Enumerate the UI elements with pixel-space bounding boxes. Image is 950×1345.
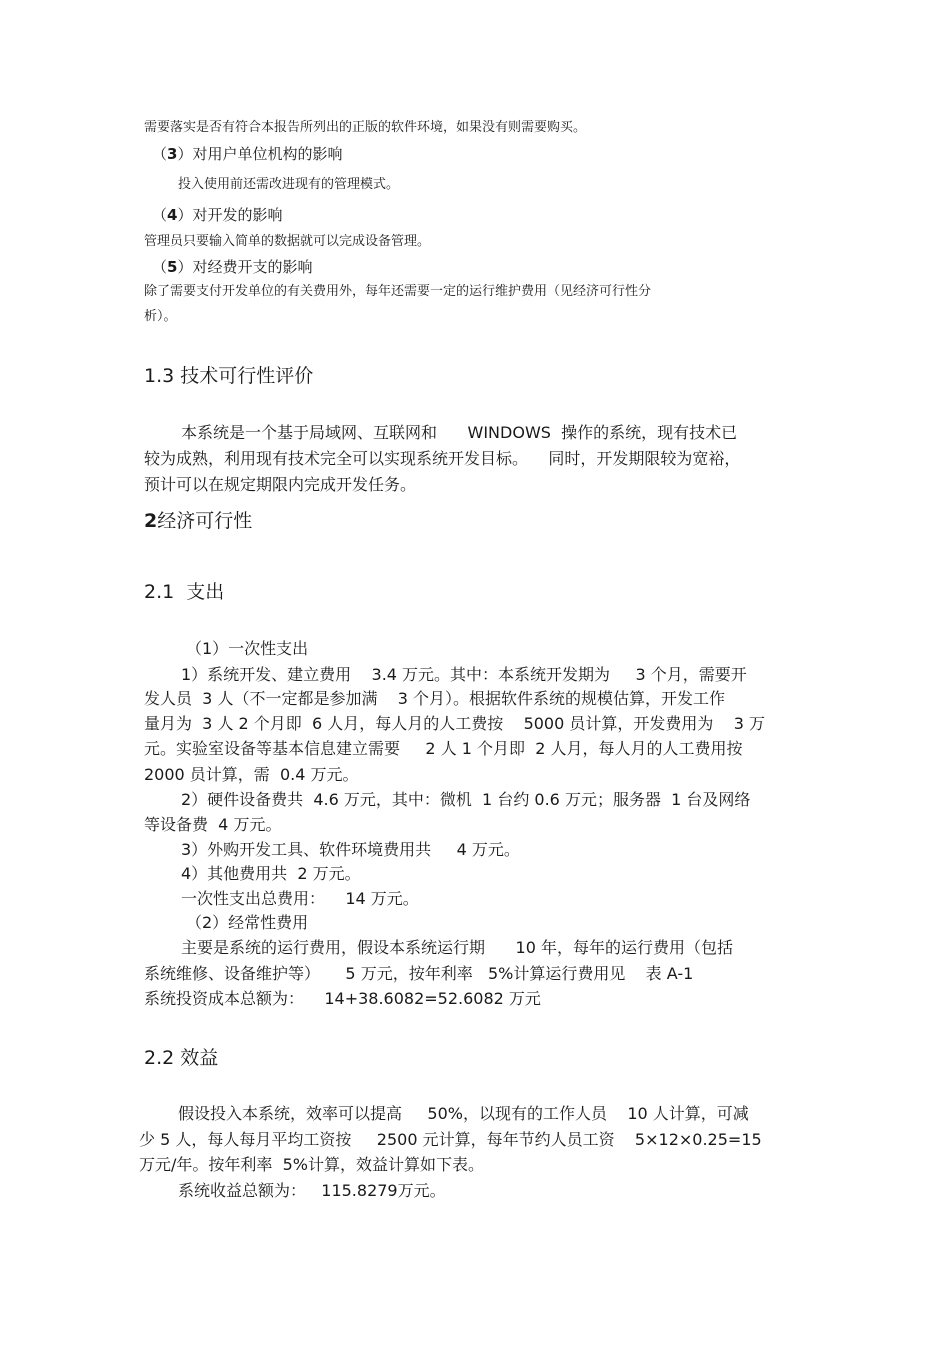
- item-3-title: 对用户单位机构的影响: [192, 145, 343, 163]
- section-2-1-line: 等设备费 4 万元。: [144, 815, 282, 834]
- item-4-body: 管理员只要输入简单的数据就可以完成设备管理。: [144, 234, 431, 249]
- section-1-3-paragraph-line: 预计可以在规定期限内完成开发任务。: [144, 475, 417, 494]
- section-2-2-line: 假设投入本系统，效率可以提高 50%，以现有的工作人员 10 人计算，可减: [178, 1104, 749, 1123]
- section-2-1-subheading: （2）经常性费用: [186, 913, 309, 932]
- item-4-number: 4: [167, 206, 178, 224]
- section-2-2-line: 少 5 人，每人每月平均工资按 2500 元计算，每年节约人员工资 5×12×0.25=15: [139, 1130, 762, 1149]
- item-5-body-line: 除了需要支付开发单位的有关费用外，每年还需要一定的运行维护费用（见经济可行性分: [144, 284, 652, 299]
- item-5-title: 对经费开支的影响: [192, 258, 313, 276]
- section-2-1-line: 3）外购开发工具、软件环境费用共 4 万元。: [181, 840, 520, 859]
- section-2-1-line: 一次性支出总费用： 14 万元。: [181, 889, 419, 908]
- section-2-1-line: 量月为 3 人 2 个月即 6 人月，每人月的人工费按 5000 员计算，开发费用为 3 万: [144, 714, 765, 733]
- section-2-1-line: 发人员 3 人（不一定都是参加满 3 个月）。根据软件系统的规模估算，开发工作: [144, 689, 726, 708]
- item-4-title: 对开发的影响: [192, 206, 283, 224]
- item-5-number: 5: [167, 258, 178, 276]
- section-2-number: 2: [144, 510, 158, 532]
- item-3-number: 3: [167, 145, 178, 163]
- section-2-title: 经济可行性: [157, 510, 253, 532]
- section-2-1-subheading: （1）一次性支出: [186, 639, 309, 658]
- section-2-1-line: 4）其他费用共 2 万元。: [181, 864, 361, 883]
- item-5-body-line: 析）。: [144, 309, 177, 324]
- section-2-2-line: 万元/年。按年利率 5%计算，效益计算如下表。: [139, 1155, 484, 1174]
- section-2-1-line: 元。实验室设备等基本信息建立需要 2 人 1 个月即 2 人月，每人月的人工费用按: [144, 739, 743, 758]
- item-4-heading: （4）对开发的影响: [152, 206, 283, 224]
- section-2-2-heading: 2.2 效益: [144, 1047, 219, 1069]
- section-1-3-heading: 1.3 技术可行性评价: [144, 365, 314, 387]
- section-2-1-heading: 2.1 支出: [144, 581, 225, 603]
- intro-line: 需要落实是否有符合本报告所列出的正版的软件环境，如果没有则需要购买。: [144, 120, 587, 135]
- section-2-1-line: 系统投资成本总额为： 14+38.6082=52.6082 万元: [144, 989, 541, 1008]
- section-2-1-line: 主要是系统的运行费用，假设本系统运行期 10 年，每年的运行费用（包括: [181, 938, 733, 957]
- section-2-1-line: 1）系统开发、建立费用 3.4 万元。其中：本系统开发期为 3 个月，需要开: [181, 665, 747, 684]
- section-2-2-line: 系统收益总额为： 115.8279万元。: [178, 1181, 446, 1200]
- section-1-3-paragraph-line: 本系统是一个基于局域网、互联网和 WINDOWS 操作的系统，现有技术已: [181, 423, 738, 442]
- section-2-1-line: 2000 员计算，需 0.4 万元。: [144, 765, 359, 784]
- section-2-1-line: 2）硬件设备费共 4.6 万元，其中：微机 1 台约 0.6 万元；服务器 1 台及网络: [181, 790, 751, 809]
- section-1-3-paragraph-line: 较为成熟，利用现有技术完全可以实现系统开发目标。 同时，开发期限较为宽裕，: [144, 449, 741, 468]
- item-5-heading: （5）对经费开支的影响: [152, 258, 313, 276]
- section-2-1-line: 系统维修、设备维护等） 5 万元，按年利率 5%计算运行费用见 表 A-1: [144, 964, 694, 983]
- item-3-heading: （3）对用户单位机构的影响: [152, 145, 343, 163]
- section-2-heading: [144, 512, 252, 531]
- item-3-body: 投入使用前还需改进现有的管理模式。: [178, 177, 400, 192]
